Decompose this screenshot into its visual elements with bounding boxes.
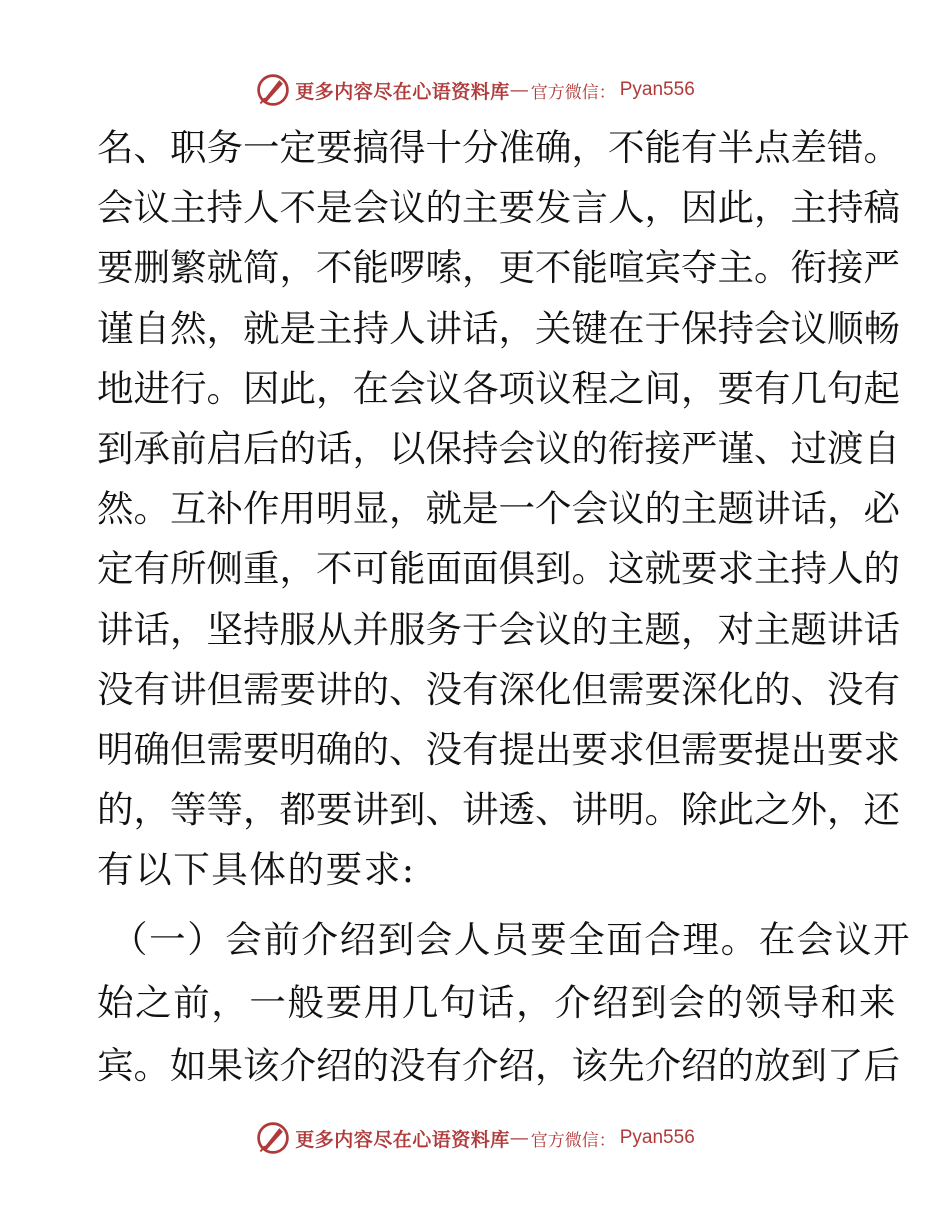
text-line: 到承前启后的话，以保持会议的衔接严谨、过渡自 (97, 426, 900, 470)
quill-logo-icon (255, 72, 291, 108)
text-line: 名、职务一定要搞得十分准确，不能有半点差错。 (97, 126, 900, 169)
watermark-site-text: 更多内容尽在心语资料库 (295, 1128, 510, 1151)
paragraph-2 (97, 908, 912, 1097)
footer-watermark (0, 1118, 950, 1158)
text-line: 谨自然，就是主持人讲话，关键在于保持会议顺畅 (97, 306, 900, 350)
header-watermark (0, 70, 950, 110)
text-line: 的，等等，都要讲到、讲透、讲明。除此之外，还 (97, 788, 900, 832)
watermark-separator: — (509, 1127, 529, 1149)
document-body (97, 118, 912, 1097)
text-line: 没有讲但需要讲的、没有深化但需要深化的、没有 (97, 667, 900, 711)
watermark-site-text: 更多内容尽在心语资料库 (295, 80, 510, 103)
text-line: 有以下具体的要求: (97, 848, 416, 892)
paragraph-1 (97, 118, 900, 900)
text-line: 定有所侧重，不可能面面俱到。这就要求主持人的 (97, 547, 900, 591)
watermark-wechat-label: 官方微信： (530, 1130, 616, 1151)
watermark-separator: — (509, 79, 529, 101)
text-line: 明确但需要明确的、没有提出要求但需要提出要求 (97, 727, 900, 771)
text-line: 地进行。因此，在会议各项议程之间，要有几句起 (97, 366, 900, 410)
watermark-wechat-label: 官方微信： (530, 82, 616, 103)
section-heading-line: （一）会前介绍到会人员要全面合理。在会议开 (111, 918, 912, 962)
quill-logo-icon (255, 1120, 291, 1156)
watermark-wechat-id: Pyan556 (619, 1127, 695, 1148)
watermark-wechat-id: Pyan556 (619, 79, 695, 100)
text-line: 会议主持人不是会议的主要发言人，因此，主持稿 (97, 186, 900, 230)
text-line: 然。互补作用明显，就是一个会议的主题讲话，必 (97, 487, 900, 531)
text-line: 宾。如果该介绍的没有介绍，该先介绍的放到了后 (97, 1044, 900, 1088)
text-line: 始之前，一般要用几句话，介绍到会的领导和来 (97, 981, 898, 1025)
text-line: 讲话，坚持服从并服务于会议的主题，对主题讲话 (97, 607, 900, 651)
text-line: 要删繁就简，不能啰嗦，更不能喧宾夺主。衔接严 (97, 246, 900, 290)
